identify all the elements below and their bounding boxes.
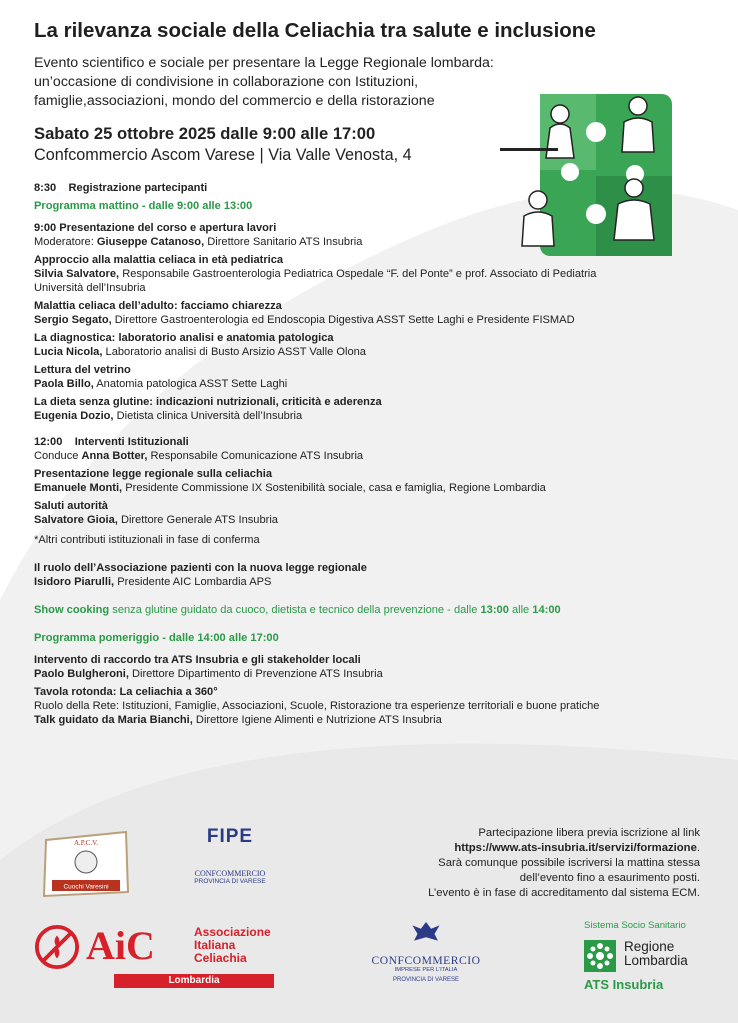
session-title: Lettura del vetrino: [34, 364, 131, 376]
speaker-name: Paolo Bulgheroni,: [34, 668, 129, 680]
session: [34, 331, 704, 359]
ats-insubria-text: ATS Insubria: [584, 977, 664, 992]
afternoon-heading: Programma pomeriggio - dalle 14:00 alle 17:00: [34, 632, 279, 644]
session: [34, 685, 704, 727]
session-title: Tavola rotonda: La celiachia a 360°: [34, 686, 218, 698]
subtitle-line: un’occasione di condivisione in collaborazione con Istituzioni,: [34, 74, 419, 90]
session-title: Presentazione legge regionale sulla celiachia: [34, 468, 272, 480]
session-title: Saluti autorità: [34, 500, 108, 512]
show-cooking-text: alle: [508, 604, 533, 616]
speaker-role: Anatomia patologica ASST Sette Laghi: [93, 378, 288, 390]
registration: 8:30 Registrazione partecipanti: [34, 182, 208, 194]
speaker-name: Emanuele Monti,: [34, 482, 123, 494]
info-line: .: [696, 842, 700, 854]
session-title: 12:00 Interventi Istituzionali: [34, 436, 189, 448]
regione-lombardia-logo: [584, 920, 714, 995]
session: [34, 299, 704, 327]
program: [34, 181, 704, 731]
speaker-role: Direttore Dipartimento di Prevenzione ATS Insubria: [128, 668, 383, 680]
session: [34, 395, 704, 423]
speaker-role: Laboratorio analisi di Busto Arsizio ASST Valle Olona: [102, 346, 366, 358]
aic-logo-region: Lombardia: [114, 974, 274, 988]
speaker-role: Presidente AIC Lombardia APS: [114, 576, 272, 588]
subtitle-line: famiglie,associazioni, mondo del commercio e della ristorazione: [34, 93, 435, 109]
aic-logo-text: AiC: [86, 923, 155, 968]
fipe-logo-subtext: CONFCOMMERCIO: [194, 869, 266, 878]
show-cooking-label: Show cooking: [34, 604, 110, 616]
session-title: Intervento di raccordo tra ATS Insubria e gli stakeholder locali: [34, 654, 361, 666]
session: [34, 653, 704, 681]
page-title: La rilevanza sociale della Celiachia tra salute e inclusione: [34, 19, 596, 42]
fipe-logo-province: PROVINCIA DI VARESE: [194, 878, 266, 885]
confcommercio-logo-subtext: IMPRESE PER L’ITALIA: [394, 967, 458, 973]
regione-text-line: Regione: [624, 939, 675, 954]
speaker-role: Direttore Igiene Alimenti e Nutrizione ATS Insubria: [192, 714, 442, 726]
speaker-name: Salvatore Gioia,: [34, 514, 118, 526]
session-lead: Moderatore:: [34, 236, 97, 248]
confcommercio-logo-text: CONFCOMMERCIO: [371, 954, 481, 967]
speaker-role: Direttore Gastroenterologia ed Endoscopia Digestiva ASST Sette Laghi e Presidente FISMAD: [111, 314, 575, 326]
speaker-role: Responsabile Comunicazione ATS Insubria: [147, 450, 364, 462]
speaker-name: Eugenia Dozio,: [34, 410, 114, 422]
session-title: Malattia celiaca dell’adulto: facciamo chiarezza: [34, 300, 282, 312]
fipe-logo: [190, 826, 270, 900]
subtitle-line: Evento scientifico e sociale per presentare la Legge Regionale lombarda:: [34, 55, 494, 71]
aic-logo: [34, 922, 274, 992]
regione-lombardia-text: [624, 940, 688, 968]
info-line: L’evento è in fase di accreditamento dal sistema ECM.: [428, 887, 700, 899]
speaker-name: Silvia Salvatore,: [34, 268, 120, 280]
session: [34, 467, 704, 495]
confcommercio-logo: [366, 918, 486, 988]
note: *Altri contributi istituzionali in fase di conferma: [34, 534, 260, 546]
show-cooking-start: 13:00: [480, 604, 509, 616]
info-line: Sarà comunque possibile iscriversi la mattina stessa: [438, 857, 700, 869]
session: [34, 363, 704, 391]
speaker-role: Dietista clinica Università dell’Insubria: [113, 410, 303, 422]
info-line: Partecipazione libera previa iscrizione al link: [478, 827, 700, 839]
fipe-logo-text: FIPE: [206, 826, 254, 847]
speaker-role: Direttore Generale ATS Insubria: [117, 514, 278, 526]
speaker-role: Università dell’Insubria: [34, 282, 146, 294]
speaker-name: Isidoro Piarulli,: [34, 576, 115, 588]
event-venue: Confcommercio Ascom Varese | Via Valle Venosta, 4: [34, 146, 412, 164]
session: [34, 499, 704, 527]
event-date: Sabato 25 ottobre 2025 dalle 9:00 alle 17:00: [34, 124, 376, 143]
speaker-role: Responsabile Gastroenterologia Pediatrica Ospedale “F. del Ponte” e prof. Associato di Pediatria: [119, 268, 597, 280]
rose-camuna-icon: [584, 940, 616, 972]
info-line: dell’evento fino a esaurimento posti.: [519, 872, 700, 884]
apcv-logo-text: A.P.C.V.: [74, 839, 98, 847]
ssn-label: Sistema Socio Sanitario: [584, 920, 686, 931]
show-cooking: [34, 603, 704, 617]
speaker-role: Presidente Commissione IX Sostenibilità sociale, casa e famiglia, Regione Lombardia: [122, 482, 546, 494]
speaker-role: Direttore Sanitario ATS Insubria: [204, 236, 363, 248]
eagle-icon: [409, 918, 443, 948]
session-lead: Conduce: [34, 450, 82, 462]
aic-logo-name-line: Celiachia: [194, 951, 247, 965]
regione-text-line: Lombardia: [624, 953, 688, 968]
morning-heading: Programma mattino - dalle 9:00 alle 13:00: [34, 200, 253, 212]
apcv-logo-subtext: Cuochi Varesini: [63, 883, 109, 891]
session-title: Approccio alla malattia celiaca in età pediatrica: [34, 254, 284, 266]
aic-logo-name-line: Associazione: [194, 925, 271, 939]
aic-logo-name-line: Italiana: [194, 938, 236, 952]
session-title: La dieta senza glutine: indicazioni nutrizionali, criticità e aderenza: [34, 396, 382, 408]
aic-logo-name: [194, 926, 271, 965]
speaker-name: Sergio Segato,: [34, 314, 112, 326]
institutional-block: [34, 435, 704, 463]
puzzle-illustration: [500, 92, 675, 260]
registration-info: [428, 826, 700, 901]
speaker-name: Paola Billo,: [34, 378, 94, 390]
session-title: La diagnostica: laboratorio analisi e anatomia patologica: [34, 332, 334, 344]
confcommercio-logo-province: PROVINCIA DI VARESE: [393, 977, 459, 983]
speaker-name: Talk guidato da Maria Bianchi,: [34, 714, 193, 726]
speaker-name: Anna Botter,: [81, 450, 148, 462]
show-cooking-text: senza glutine guidato da cuoco, dietista e tecnico della prevenzione - dalle: [109, 604, 481, 616]
session-description: Ruolo della Rete: Istituzioni, Famiglie, Associazioni, Scuole, Ristorazione tra esperienze territoriali e buone pratiche: [34, 700, 600, 712]
session: [34, 561, 704, 589]
no-gluten-icon: [34, 924, 80, 970]
speaker-name: Giuseppe Catanoso,: [96, 236, 205, 248]
apcv-logo: [40, 830, 132, 898]
session-title: 9:00 Presentazione del corso e apertura lavori: [34, 222, 277, 234]
show-cooking-end: 14:00: [532, 604, 561, 616]
registration-link[interactable]: https://www.ats-insubria.it/servizi/formazione: [454, 842, 697, 854]
session-title: Il ruolo dell’Associazione pazienti con la nuova legge regionale: [34, 562, 367, 574]
speaker-name: Lucia Nicola,: [34, 346, 103, 358]
